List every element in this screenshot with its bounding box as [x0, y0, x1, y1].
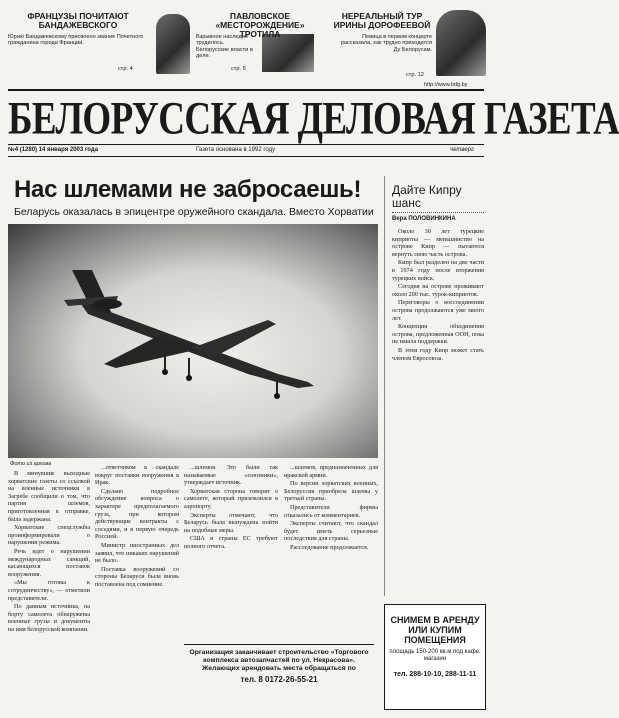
lead-subhead: Беларусь оказалась в эпицентре оружейного скандала. Вместо Хорватии	[14, 206, 374, 218]
side-p3: Сегодня на острове проживают около 200 тыс. турок-киприотов.	[392, 283, 484, 298]
lead-col3-p4: США и страны ЕС требуют полного отчета.	[184, 535, 278, 550]
masthead-title: БЕЛОРУССКАЯ ДЕЛОВАЯ ГАЗЕТА	[8, 93, 619, 145]
airplane-icon	[8, 224, 378, 458]
promo-text-2: Взрывное наследие трудилось. Белорусские власти в деле.	[196, 34, 253, 60]
founded-info: Газета основана в 1992 году	[196, 147, 276, 153]
promo-page-1: стр. 4	[118, 66, 133, 72]
side-p6: В этом году Кипр может стать членом Евросоюза.	[392, 346, 484, 362]
side-p1: Около 30 лет турецкие киприоты — меньшинство на острове Кипр — пытаются вернуть свою часть острова.	[392, 228, 484, 258]
promo-photo-2	[262, 34, 314, 72]
lead-col3-p1: ...шлемов. Это были так называемые «союзники», утверждает источник.	[184, 464, 278, 487]
lead-headline[interactable]: Нас шлемами не забросаешь!	[14, 176, 362, 203]
ad-construction-text: Организация заканчивает строительство «Торгового комплекса автозапчастей по ул. Некрасова». Желающих арендовать места обращаться по	[189, 649, 369, 672]
ad-construction-phone: тел. 8 0172-26-55-21	[240, 675, 318, 684]
ad-rent-title: СНИМЕМ В АРЕНДУ ИЛИ КУПИМ ПОМЕЩЕНИЯ	[390, 615, 480, 645]
lead-col4-p1: ...шлемов, предназначенных для иракской армии.	[284, 464, 378, 479]
issue-info: №4 (1280) 14 января 2003 года	[8, 147, 99, 153]
sidebar-divider	[384, 176, 385, 596]
lead-col1-p1: В минувшие выходные хорватские газеты со ссылкой на военные источники в Загребе сообщили о том, что партия шлемов, приготовленная к отправке, была задержана.	[8, 470, 90, 523]
promo-title-1[interactable]: ФРАНЦУЗЫ ПОЧИТАЮТ БАНДАЖЕВСКОГО	[27, 11, 129, 30]
masthead-date-rule	[8, 156, 484, 157]
lead-col4-p4: Эксперты считают, что скандал будет иметь серьезные последствия для страны.	[284, 520, 378, 543]
lead-col1-p2: Хорватские спецслужбы проинформировали о нарушении режима.	[8, 524, 90, 547]
lead-col4-p2: По версии хорватских военных, Белоруссия приобрела шлемы у третьей страны.	[284, 480, 378, 503]
side-title-rule	[392, 212, 484, 213]
promo-photo-3	[436, 10, 486, 76]
photo-caption: Фото из архива	[10, 461, 52, 467]
lead-col2-p4: Поставка вооружений со стороны Беларуси была вновь поставлена под сомнение.	[95, 565, 179, 588]
ad-rent-phone: тел. 288-10-10, 288-11-11	[393, 671, 477, 678]
lead-col3-p3: Эксперты отмечают, что Беларусь была вынуждена пойти на подобные меры.	[184, 511, 278, 534]
side-body	[392, 228, 484, 596]
promo-photo-1	[156, 14, 190, 74]
lead-photo	[8, 224, 378, 458]
lead-col1-p3: Речь идет о нарушении международных санкций, касающихся поставок вооружения.	[8, 547, 90, 578]
masthead-top-rule	[8, 89, 484, 91]
promo-title-3[interactable]: НЕРЕАЛЬНЫЙ ТУР ИРИНЫ ДОРОФЕЕВОЙ	[333, 11, 431, 30]
lead-col1-p4: «Мы готовы к сотрудничеству», — отметили представители.	[8, 579, 90, 602]
ad-rent[interactable]	[384, 604, 486, 710]
lead-column-3	[184, 464, 278, 640]
promo-text-3: Певица в первом концерте рассказала, как трудно приходится Ду Белорусам.	[340, 34, 432, 53]
masthead-bottom-rule	[8, 144, 484, 145]
promo-title-2[interactable]: ПАВЛОВСКОЕ «МЕСТОРОЖДЕНИЕ» ТРОТИЛА	[215, 11, 305, 39]
side-p4: Переговоры о воссоединении острова продолжаются уже много лет.	[392, 299, 484, 322]
lead-col2-p3: Министр иностранных дел заявил, что никаких нарушений не было.	[95, 541, 179, 565]
lead-col4-p3: Представители фирмы отказались от комментариев.	[284, 503, 378, 519]
side-author: Вера ПОЛОВИНКИНА	[392, 216, 456, 222]
lead-col2-p1: ...ответчиком в скандале вокруг поставки вооружения в Ирак.	[95, 464, 179, 487]
lead-col4-p5: Расследование продолжается.	[290, 543, 369, 551]
lead-col1-p5: По данным источника, на борту самолета обнаружены военные грузы и документы на имя белорусской компании.	[8, 603, 90, 633]
lead-column-2	[95, 464, 179, 710]
promo-page-2: стр. 5	[231, 66, 246, 72]
weekday: четверг	[450, 147, 475, 153]
lead-column-1	[8, 470, 90, 710]
lead-column-4	[284, 464, 378, 640]
promo-text-1: Юрию Бандажевскому присвоено звание Почетного гражданина города Франции.	[8, 34, 144, 47]
side-p5: Концепция объединения острова, предложенная ООН, пока не нашла поддержки.	[392, 323, 484, 346]
promo-page-3: стр. 12	[406, 72, 424, 78]
ad-rent-text: площадь 150-200 кв.м под кафе, магазин	[389, 649, 481, 662]
side-title[interactable]: Дайте Кипру шанс	[392, 183, 462, 210]
lead-col3-p2: Хорватская сторона говорит о самолете, который приземлился в аэропорту.	[184, 487, 278, 510]
website-link[interactable]: http://www.bdg.by	[424, 82, 468, 88]
ad-construction[interactable]	[184, 644, 374, 709]
lead-col2-p2: Сделано подробное обсуждение вопроса о характере предполагаемого груза, при котором действующие контракты с соседями, и в первую очередь Россией.	[95, 487, 179, 541]
side-p2: Кипр был разделен на две части в 1974 году после вторжения турецких войск.	[392, 259, 484, 282]
